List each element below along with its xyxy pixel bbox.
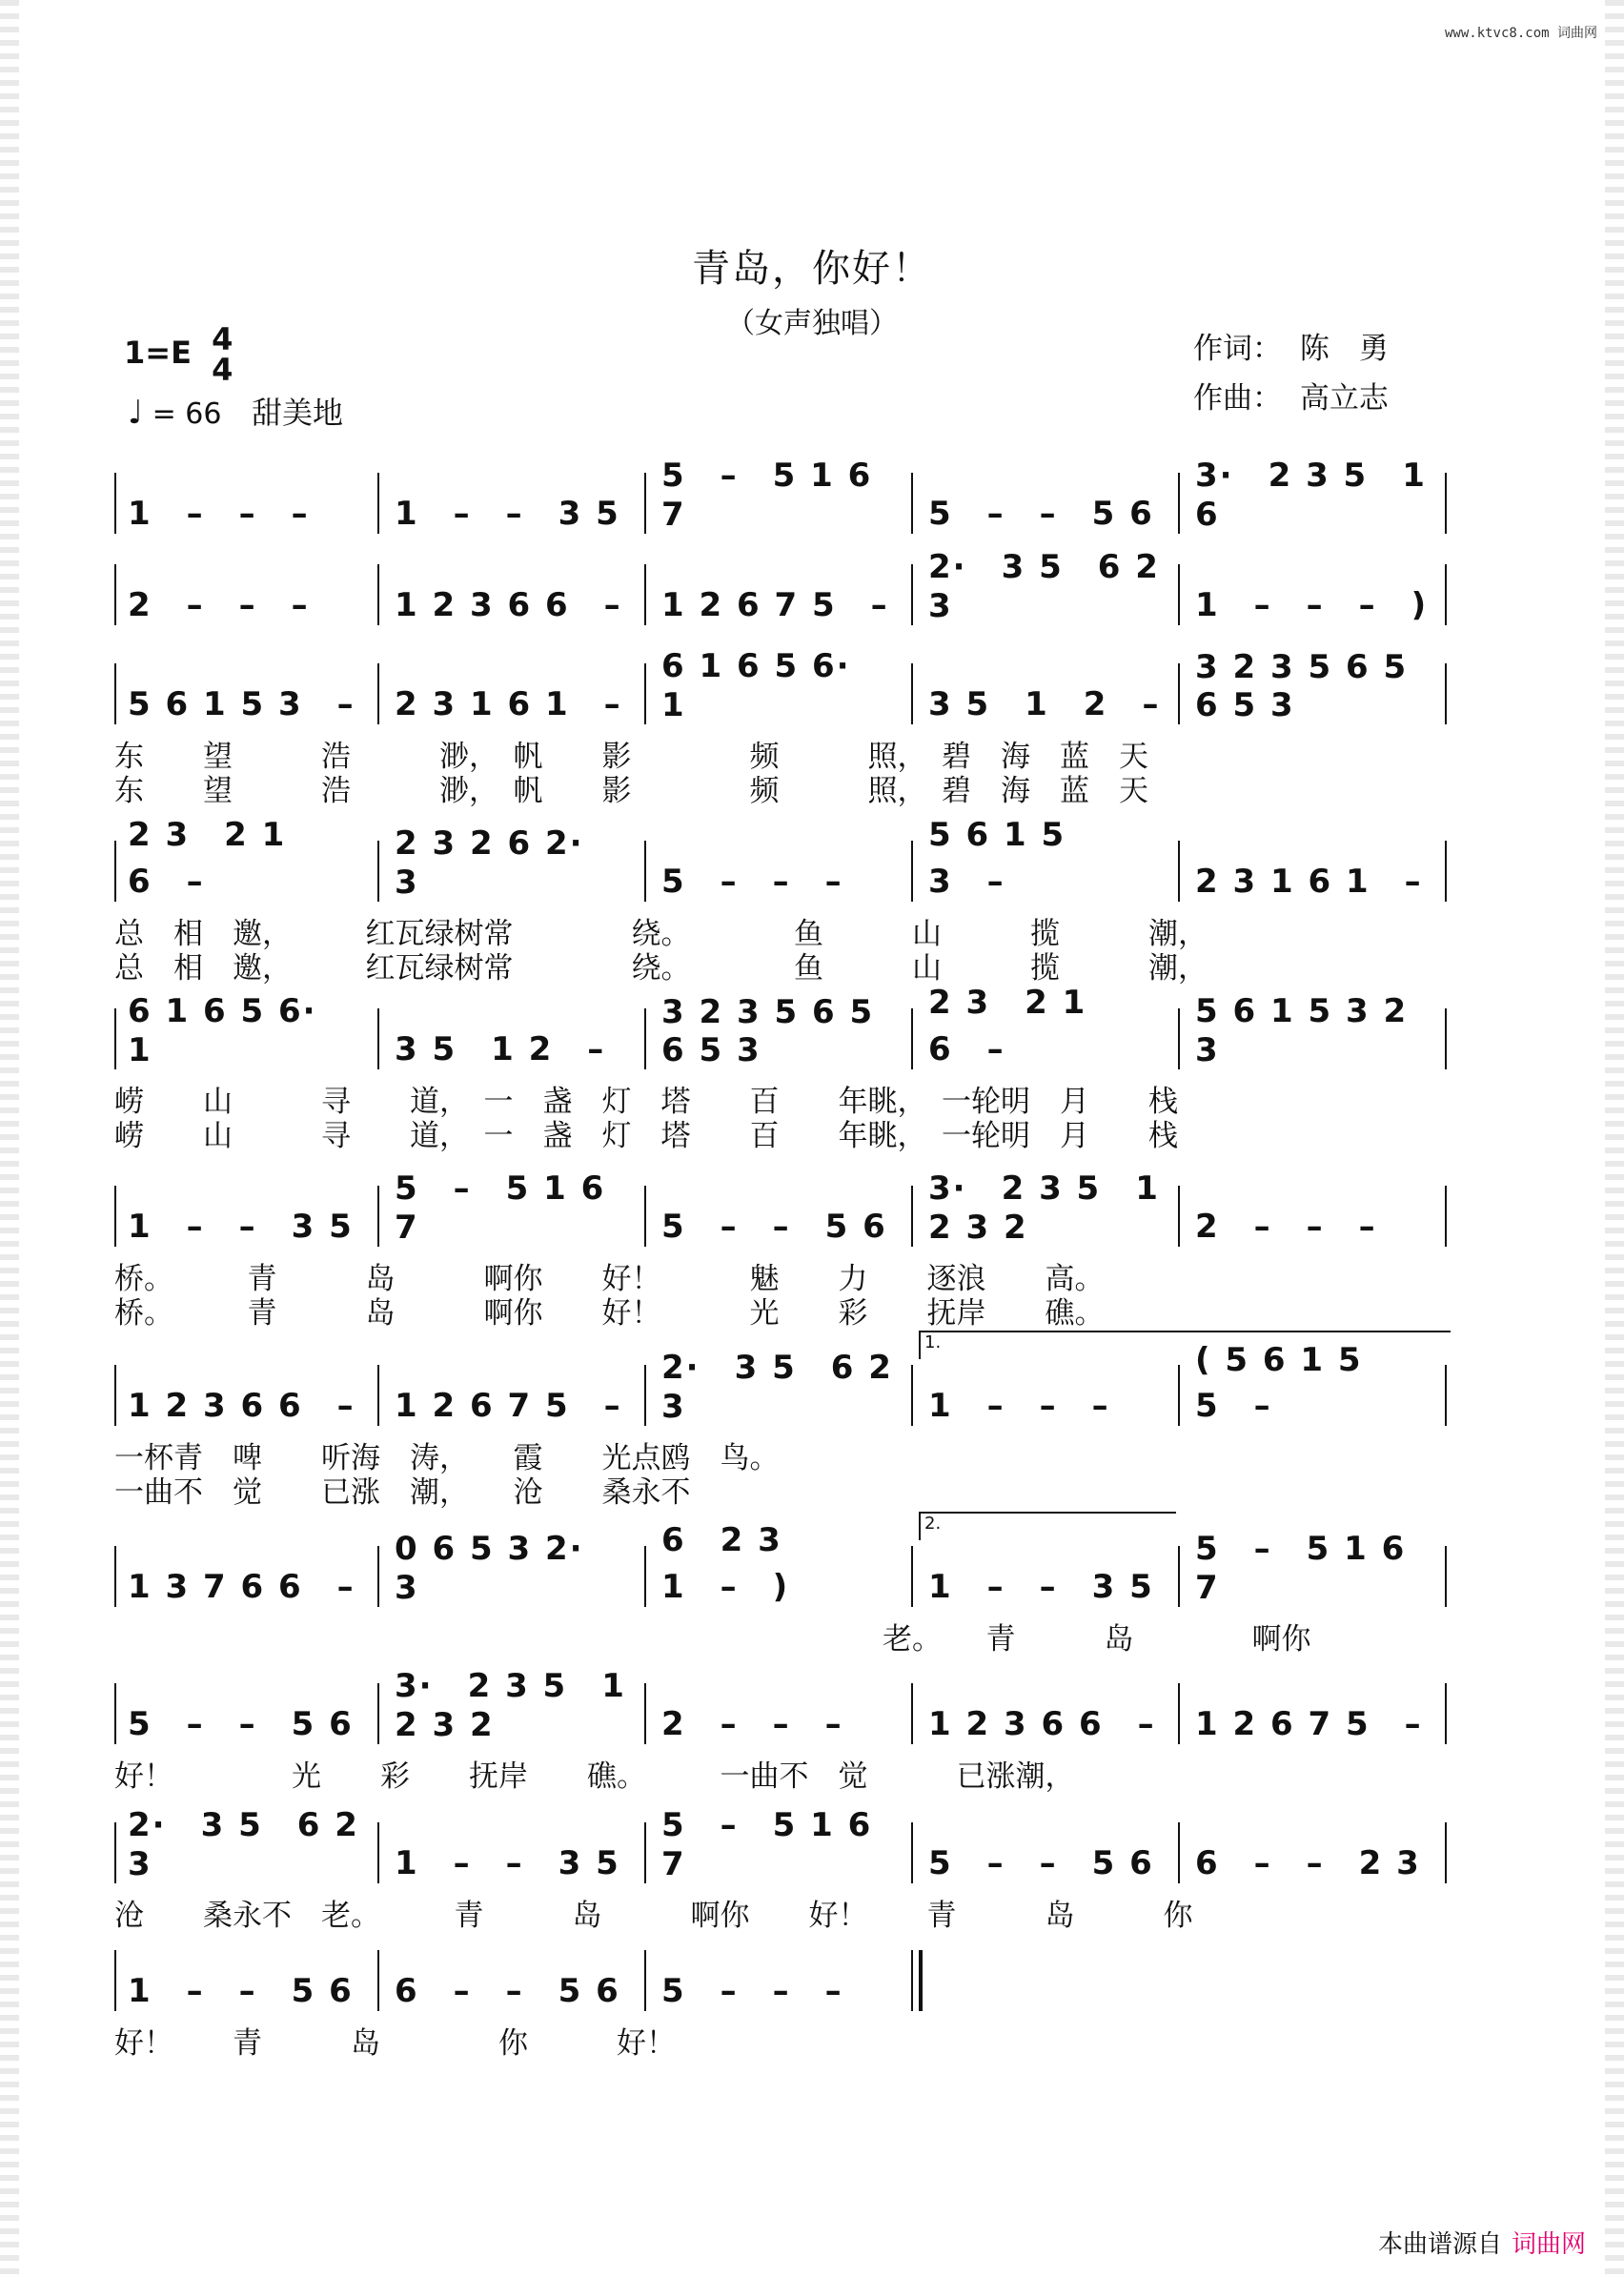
barline — [644, 1950, 646, 2011]
credit-name: 高立志 — [1299, 381, 1389, 416]
source-footer — [1378, 2225, 1586, 2260]
barline — [644, 841, 646, 902]
lyric-text: 好！ 青 岛 你 好！ — [114, 2026, 676, 2061]
measure: 6 1 6 5 6· 1 — [128, 992, 352, 1069]
barline — [114, 1186, 116, 1247]
lyric-text: 好！ 光 彩 抚岸 礁。 一曲不 觉 已涨潮， — [114, 1759, 1075, 1794]
notation-line — [114, 1514, 1449, 1607]
barline — [114, 1365, 116, 1426]
barline — [911, 841, 913, 902]
notation-line — [114, 647, 1449, 724]
barline — [644, 1546, 646, 1607]
measure: 2 3 2 1 6 – — [128, 816, 287, 901]
measure: 3· 2 3 5 1 2 3 2 — [395, 1667, 626, 1744]
tempo-value: = 66 — [152, 397, 222, 431]
measure: 5 – 5 1 6 7 — [395, 1169, 606, 1247]
song-subtitle: （女声独唱） — [726, 307, 898, 340]
lyric-line — [114, 1426, 1449, 1475]
barline — [911, 473, 913, 534]
lyric-text: 崂 山 寻 道， 一 盏 灯 塔 百 年眺， 一轮明 月 栈 — [114, 1085, 1178, 1119]
lyric-line — [114, 902, 1449, 951]
music-system — [114, 984, 1449, 1153]
expression-mark: 甜美地 — [252, 395, 344, 431]
lyric-text: 崂 山 寻 道， 一 盏 灯 塔 百 年眺， 一轮明 月 栈 — [114, 1119, 1178, 1153]
measure: 1 – – – ) — [1195, 586, 1429, 624]
measure: 5 6 1 5 3 2 3 — [1195, 992, 1443, 1069]
barline — [911, 1365, 913, 1426]
barline — [377, 1186, 379, 1247]
barline — [644, 663, 646, 724]
key-label: 1=E — [124, 335, 192, 371]
measure: 3 5 1 2 – — [928, 685, 1161, 723]
barline — [644, 1822, 646, 1883]
measure: 1 2 6 7 5 – — [395, 1387, 622, 1425]
measure: 3 2 3 5 6 5 6 5 3 — [1195, 648, 1409, 724]
barline — [114, 1683, 116, 1744]
measure: 3· 2 3 5 1 6 — [1195, 457, 1427, 534]
lyric-line — [114, 1289, 1449, 1331]
barline — [377, 1683, 379, 1744]
barline — [377, 564, 379, 625]
lyric-line — [114, 1744, 1449, 1794]
barline — [377, 473, 379, 534]
measure: 2 – – – — [128, 586, 310, 624]
song-title: 青岛，你好！ — [692, 247, 932, 291]
notation-line — [114, 1169, 1449, 1247]
barline — [114, 1546, 116, 1607]
lyric-text: 总 相 邀， 红瓦绿树常 绕。 鱼 山 揽 潮， — [114, 951, 1208, 986]
barline — [1445, 663, 1447, 724]
barline — [911, 1186, 913, 1247]
measure: 1 2 6 7 5 – — [661, 586, 889, 624]
final-barline — [911, 1950, 923, 2011]
measure: 1 – – 3 5 — [128, 1208, 354, 1246]
measure: 1 3 7 6 6 – — [128, 1568, 355, 1606]
music-system — [114, 816, 1449, 986]
footer-text: 本曲谱源自 — [1377, 2230, 1502, 2259]
key-signature — [124, 321, 233, 388]
measure: 1 2 3 6 6 – — [928, 1705, 1156, 1743]
barline — [1445, 1546, 1447, 1607]
lyric-line — [114, 1607, 1449, 1657]
barline — [1178, 564, 1180, 625]
barline — [1178, 1186, 1180, 1247]
left-margin-strip — [0, 0, 19, 2277]
measure: 1 – – 3 5 — [395, 495, 620, 533]
barline — [377, 1365, 379, 1426]
barline — [377, 1546, 379, 1607]
measure: 6 – – 2 3 — [1195, 1844, 1421, 1882]
barline — [1445, 1365, 1447, 1426]
measure: 2 3 2 6 2· 3 — [395, 824, 619, 902]
measure: 5 – 5 1 6 7 — [661, 457, 873, 534]
measure: 2 3 1 6 1 – — [395, 685, 622, 723]
notation-line — [114, 457, 1449, 534]
barline — [114, 663, 116, 724]
barline — [114, 841, 116, 902]
barline — [644, 1365, 646, 1426]
measure: 5 – – – — [661, 863, 843, 901]
barline — [911, 663, 913, 724]
measure: 1 2 3 6 6 – — [128, 1387, 355, 1425]
barline — [377, 663, 379, 724]
measure: 5 – – 5 6 — [128, 1705, 354, 1743]
barline — [377, 841, 379, 902]
lyric-text: 桥。 青 岛 啊你 好！ 光 彩 抚岸 礁。 — [114, 1296, 1105, 1331]
lyric-line — [114, 2011, 1449, 2061]
measure: 5 – 5 1 6 7 — [661, 1806, 873, 1883]
lyric-text: 一曲不 觉 已涨 潮， 沧 桑永不 — [114, 1475, 691, 1510]
measure: ( 5 6 1 5 5 – — [1195, 1341, 1363, 1425]
barline — [911, 564, 913, 625]
music-system — [114, 1169, 1449, 1331]
measure: 6 2 3 1 – ) — [661, 1521, 817, 1606]
right-margin-strip — [1605, 0, 1624, 2277]
lyric-line — [114, 1468, 1449, 1510]
barline — [1178, 473, 1180, 534]
notation-line — [114, 1332, 1449, 1426]
barline — [1445, 473, 1447, 534]
measure: 2· 3 5 6 2 3 — [661, 1349, 893, 1426]
barline — [377, 1822, 379, 1883]
composer-credit — [1193, 374, 1389, 417]
measure: 3· 2 3 5 1 2 3 2 — [928, 1169, 1160, 1247]
barline — [1178, 1683, 1180, 1744]
music-system — [114, 1954, 1449, 2061]
measure: 6 – – 5 6 — [395, 1972, 620, 2010]
notation-line — [114, 1954, 1449, 2011]
music-system — [114, 1332, 1449, 1510]
notation-line — [114, 984, 1449, 1069]
site-watermark: www.ktvc8.com 词曲网 — [1444, 26, 1597, 41]
measure: 2 – – – — [1195, 1208, 1377, 1246]
barline — [377, 1008, 379, 1069]
lyric-line — [114, 1111, 1449, 1153]
measure: 3 5 1 2 – — [395, 1030, 606, 1068]
credit-label: 作词： — [1193, 332, 1282, 366]
barline — [1445, 564, 1447, 625]
lyric-line — [114, 724, 1449, 774]
barline — [644, 1186, 646, 1247]
measure: 2· 3 5 6 2 3 — [928, 548, 1160, 625]
measure: 1 – – 3 5 — [395, 1844, 620, 1882]
measure: 6 1 6 5 6· 1 — [661, 647, 885, 724]
barline — [1178, 1365, 1180, 1426]
lyricist-credit — [1193, 324, 1389, 367]
measure: 5 6 1 5 3 – — [128, 685, 355, 723]
lyric-line — [114, 944, 1449, 986]
barline — [1178, 1008, 1180, 1069]
measure: 3 2 3 5 6 5 6 5 3 — [661, 993, 875, 1069]
lyric-text: 一杯青 啤 听海 涛， 霞 光点鸥 鸟。 — [114, 1441, 780, 1475]
barline — [114, 1822, 116, 1883]
music-system — [114, 1667, 1449, 1794]
barline — [1445, 1186, 1447, 1247]
time-signature — [212, 321, 233, 388]
barline — [644, 473, 646, 534]
measure: 2 3 1 6 1 – — [1195, 863, 1423, 901]
barline — [114, 564, 116, 625]
measure: 0 6 5 3 2· 3 — [395, 1530, 619, 1607]
quarter-note-icon: ♩ — [128, 394, 144, 432]
barline — [1178, 663, 1180, 724]
lyric-text: 东 望 浩 渺， 帆 影 频 照， 碧 海 蓝 天 — [114, 740, 1148, 774]
barline — [1445, 1822, 1447, 1883]
notation-line — [114, 816, 1449, 902]
music-system — [114, 1514, 1449, 1657]
measure: 1 – – 5 6 — [128, 1972, 354, 2010]
lyric-line — [114, 1069, 1449, 1119]
lyric-text: 总 相 邀， 红瓦绿树常 绕。 鱼 山 揽 潮， — [114, 917, 1208, 951]
barline — [377, 1950, 379, 2011]
lyric-text: 沧 桑永不 老。 青 岛 啊你 好！ 青 岛 你 — [114, 1899, 1193, 1933]
time-bottom: 4 — [212, 352, 233, 388]
barline — [911, 1008, 913, 1069]
lyric-line — [114, 1247, 1449, 1296]
barline — [1445, 1683, 1447, 1744]
notation-line — [114, 1806, 1449, 1883]
measure: 2· 3 5 6 2 3 — [128, 1806, 359, 1883]
credit-label: 作曲： — [1193, 381, 1282, 416]
measure: 5 – – 5 6 — [661, 1208, 887, 1246]
barline — [114, 1950, 116, 2011]
music-system — [114, 457, 1449, 534]
measure: 5 – – 5 6 — [928, 1844, 1154, 1882]
lyric-line — [114, 1883, 1449, 1933]
measure: 5 – – 5 6 — [928, 495, 1154, 533]
measure: 5 – – – — [661, 1972, 843, 2010]
lyric-text: 东 望 浩 渺， 帆 影 频 照， 碧 海 蓝 天 — [114, 774, 1148, 808]
barline — [1445, 841, 1447, 902]
credit-name: 陈 勇 — [1299, 332, 1389, 366]
measure: 1 – – 3 5 — [928, 1568, 1154, 1606]
footer-brand: 词曲网 — [1511, 2230, 1586, 2259]
measure: 2 – – – — [661, 1705, 843, 1743]
measure: 1 – – – — [928, 1387, 1110, 1425]
music-system — [114, 548, 1449, 625]
barline — [911, 1683, 913, 1744]
barline — [644, 564, 646, 625]
measure: 1 2 6 7 5 – — [1195, 1705, 1423, 1743]
measure: 5 6 1 5 3 – — [928, 816, 1101, 901]
measure: 2 3 2 1 6 – — [928, 984, 1087, 1068]
lyric-text: 桥。 青 岛 啊你 好！ 魅 力 逐浪 高。 — [114, 1262, 1105, 1296]
lyric-text: 老。 青 岛 啊你 — [114, 1622, 1311, 1657]
tempo-marking — [128, 389, 343, 433]
barline — [644, 1008, 646, 1069]
barline — [911, 1822, 913, 1883]
barline — [1178, 841, 1180, 902]
barline — [1445, 1008, 1447, 1069]
notation-line — [114, 548, 1449, 625]
measure: 1 2 3 6 6 – — [395, 586, 622, 624]
notation-line — [114, 1667, 1449, 1744]
second-ending: 2. — [919, 1512, 1176, 1540]
lyric-line — [114, 766, 1449, 808]
barline — [114, 1008, 116, 1069]
music-system — [114, 1806, 1449, 1933]
measure: 5 – 5 1 6 7 — [1195, 1530, 1407, 1607]
time-top: 4 — [212, 321, 233, 357]
music-system — [114, 647, 1449, 808]
barline — [1178, 1546, 1180, 1607]
barline — [644, 1683, 646, 1744]
barline — [114, 473, 116, 534]
measure: 1 – – – — [128, 495, 310, 533]
barline — [1178, 1822, 1180, 1883]
first-ending: 1. — [919, 1331, 1451, 1359]
barline — [911, 1546, 913, 1607]
